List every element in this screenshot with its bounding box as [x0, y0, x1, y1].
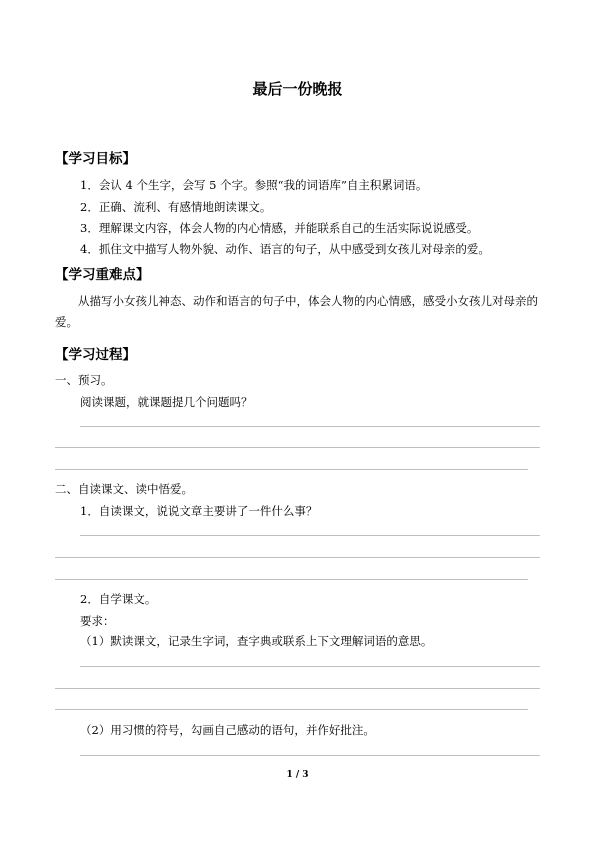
preview-question: 阅读课题，就课题提几个问题吗？ [80, 395, 253, 409]
keypoints-heading: 【学习重难点】 [55, 267, 150, 283]
requirement-label: 要求： [80, 614, 115, 628]
requirement-1: （1）默读课文，记录生字词，查字典或联系上下文理解词语的意思。 [80, 634, 433, 648]
answer-line[interactable] [55, 557, 540, 558]
answer-line[interactable] [80, 666, 540, 667]
preview-label: 一、预习。 [55, 373, 113, 387]
goal-item-4: 4．抓住文中描写人物外貌、动作、语言的句子，从中感受到女孩儿对母亲的爱。 [80, 242, 490, 256]
answer-line[interactable] [80, 535, 540, 536]
page-number: 1 / 3 [286, 770, 309, 780]
answer-line[interactable] [55, 447, 540, 448]
answer-line[interactable] [55, 469, 528, 470]
goal-item-1: 1．会认 4 个生字，会写 5 个字。参照“我的词语库”自主积累词语。 [80, 178, 428, 192]
goal-item-2: 2．正确、流利、有感情地朗读课文。 [80, 200, 272, 214]
answer-line[interactable] [55, 709, 528, 710]
answer-line[interactable] [80, 755, 540, 756]
goal-item-3: 3．理解课文内容，体会人物的内心情感，并能联系自己的生活实际说说感受。 [80, 221, 479, 235]
goals-heading: 【学习目标】 [55, 151, 136, 167]
answer-line[interactable] [55, 688, 540, 689]
answer-line[interactable] [55, 579, 528, 580]
requirement-2: （2）用习惯的符号，勾画自己感动的语句，并作好批注。 [80, 723, 375, 737]
part2-label: 二、自读课文、读中悟爱。 [55, 482, 193, 496]
part2-question-2: 2．自学课文。 [80, 592, 157, 606]
answer-line[interactable] [80, 426, 540, 427]
part2-question-1: 1．自读课文，说说文章主要讲了一件什么事？ [80, 504, 318, 518]
process-heading: 【学习过程】 [55, 347, 136, 363]
page-title: 最后一份晚报 [252, 80, 343, 98]
keypoints-text: 从描写小女孩儿神态、动作和语言的句子中，体会人物的内心情感，感受小女孩儿对母亲的爱。 [55, 294, 538, 329]
